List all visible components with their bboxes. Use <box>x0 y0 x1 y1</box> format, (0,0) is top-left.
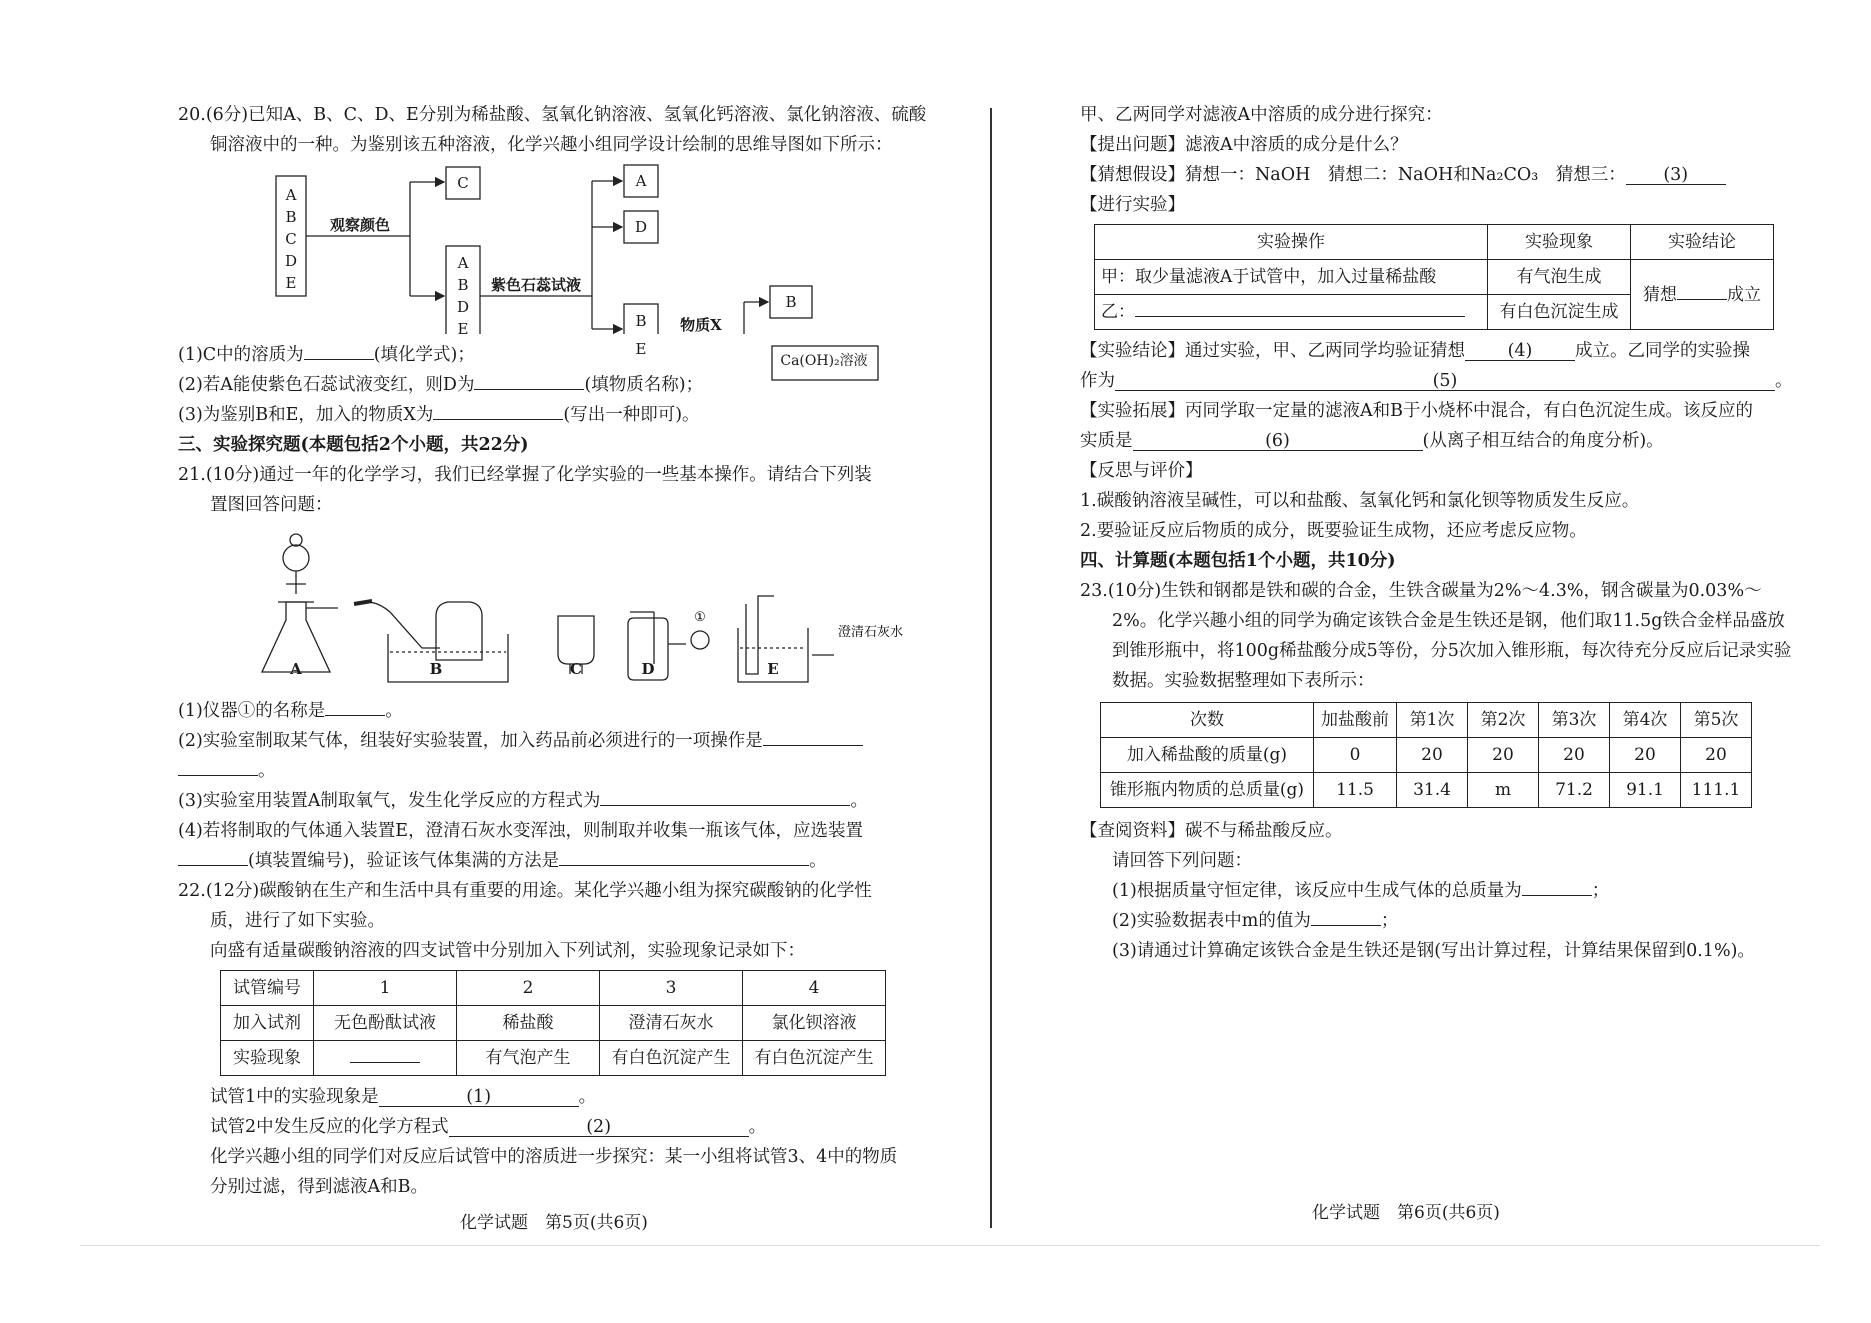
map-box3-b: B <box>635 312 647 330</box>
table-cell: 111.1 <box>1681 773 1752 808</box>
table-cell: 实验现象 <box>221 1041 314 1076</box>
section3-heading: 三、实验探究题(本题包括2个小题，共22分) <box>178 435 529 455</box>
q21-line2: 置图回答问题： <box>210 495 333 515</box>
map-box1-c: C <box>285 230 297 248</box>
r-reflect2: 2.要验证反应后物质的成分，既要验证生成物，还应考虑反应物。 <box>1080 521 1587 541</box>
table-cell: 氯化钡溶液 <box>743 1006 886 1041</box>
data-table <box>1100 702 1752 808</box>
table-cell: 第1次 <box>1397 703 1468 738</box>
map-d: D <box>634 218 648 236</box>
table-cell: 无色酚酞试液 <box>314 1006 457 1041</box>
q23-line4: 数据。实验数据整理如下表所示： <box>1112 671 1375 691</box>
label-c: C <box>570 660 582 678</box>
r-reflect-head: 【反思与评价】 <box>1080 461 1203 481</box>
label-b: B <box>429 660 443 678</box>
table-cell: 11.5 <box>1314 773 1397 808</box>
map-box1-e: E <box>285 274 297 292</box>
table-row <box>221 1041 886 1076</box>
q22-answer2-blank[interactable]: (2) <box>449 1118 749 1137</box>
map-step2: 紫色石蕊试液 <box>490 276 582 294</box>
q22-table <box>220 970 886 1076</box>
table-cell: 锥形瓶内物质的总质量(g) <box>1101 773 1314 808</box>
map-box2-d: D <box>456 298 470 316</box>
q22-after4: 分别过滤，得到滤液A和B。 <box>210 1177 428 1197</box>
q22-line3: 向盛有适量碳酸钠溶液的四支试管中分别加入下列试剂，实验现象记录如下： <box>210 941 805 961</box>
table-cell: 20 <box>1610 738 1681 773</box>
q23-line3: 到锥形瓶中，将100g稀盐酸分成5等份，分5次加入锥形瓶，每次待充分反应后记录实验 <box>1112 641 1792 661</box>
map-box2-a: A <box>457 254 469 272</box>
table-cell: 20 <box>1681 738 1752 773</box>
table-cell: 20 <box>1539 738 1610 773</box>
r-reflect1: 1.碳酸钠溶液呈碱性，可以和盐酸、氢氧化钙和氯化钡等物质发生反应。 <box>1080 491 1640 511</box>
table-cell: m <box>1468 773 1539 808</box>
table-cell: 试管编号 <box>221 971 314 1006</box>
section4-heading: 四、计算题(本题包括1个小题，共10分) <box>1080 551 1396 571</box>
op-blank[interactable] <box>1135 298 1465 317</box>
r-p3: 【猜想假设】猜想一：NaOH 猜想二：NaOH和Na₂CO₃ 猜想三： (3) <box>1080 160 1805 190</box>
table-cell: 有气泡生成 <box>1488 260 1631 295</box>
table-cell: 4 <box>743 971 886 1006</box>
q20-mind-map <box>178 164 938 334</box>
map-caoh: Ca(OH)₂溶液 <box>780 353 868 369</box>
table-cell: 有白色沉淀产生 <box>743 1041 886 1076</box>
table-cell: 91.1 <box>1610 773 1681 808</box>
q20-answer1-blank[interactable] <box>304 341 374 360</box>
r-s2: (2)实验数据表中m的值为 ； <box>1080 906 1805 936</box>
table-cell: 乙： <box>1095 295 1488 330</box>
conclusion-blank[interactable] <box>1677 281 1727 300</box>
table-cell: 有白色沉淀产生 <box>600 1041 743 1076</box>
s2-blank[interactable] <box>1311 907 1381 926</box>
table-cell: 次数 <box>1101 703 1314 738</box>
page-divider <box>990 108 992 1228</box>
q21-answer4b-blank[interactable] <box>559 847 809 866</box>
q20-line1: 20.(6分)已知A、B、C、D、E分别为稀盐酸、氢氧化钠溶液、氢氧化钙溶液、氯化钠溶液、硫酸 <box>178 105 927 125</box>
r-p4: 【进行实验】 <box>1080 195 1185 215</box>
label-a: A <box>290 660 302 678</box>
q22-after1: 试管1中的实验现象是 (1) 。 <box>210 1087 597 1107</box>
r-answer6-blank[interactable]: (6) <box>1133 432 1423 451</box>
label-circle1: ① <box>694 610 706 625</box>
table-row <box>1101 703 1752 738</box>
q22-answer1-blank[interactable]: (1) <box>379 1088 579 1107</box>
table-row <box>1095 260 1774 295</box>
r-c1: 【实验结论】通过实验，甲、乙两同学均验证猜想 (4) 成立。乙同学的实验操 <box>1080 341 1750 361</box>
q21-answer2-blank[interactable] <box>763 727 863 746</box>
q20-sub1: (1)C中的溶质为 (填化学式)； <box>178 340 938 370</box>
table-row <box>1101 773 1752 808</box>
table-cell: 加入稀盐酸的质量(g) <box>1101 738 1314 773</box>
right-footer: 化学试题 第6页(共6页) <box>1312 1203 1500 1223</box>
left-footer: 化学试题 第5页(共6页) <box>460 1213 648 1233</box>
map-b: B <box>785 293 797 311</box>
left-page <box>178 100 938 1202</box>
r-s1: (1)根据质量守恒定律，该反应中生成气体的总质量为 ； <box>1080 876 1805 906</box>
q21-sub2-cont: 。 <box>178 756 938 786</box>
table-cell: 1 <box>314 971 457 1006</box>
table-cell: 甲：取少量滤液A于试管中，加入过量稀盐酸 <box>1095 260 1488 295</box>
table-row <box>221 971 886 1006</box>
map-step3: 物质X <box>680 316 722 334</box>
q20-answer3-blank[interactable] <box>433 401 563 420</box>
table-cell: 20 <box>1397 738 1468 773</box>
label-d: D <box>641 660 655 678</box>
q22-after2: 试管2中发生反应的化学方程式 (2) 。 <box>210 1117 767 1137</box>
q21-sub4-cont: (填装置编号)，验证该气体集满的方法是 。 <box>178 846 938 876</box>
q21-answer1-blank[interactable] <box>325 697 385 716</box>
q21-sub3: (3)实验室用装置A制取氧气，发生化学反应的方程式为 。 <box>178 786 938 816</box>
table-cell: 加入试剂 <box>221 1006 314 1041</box>
table-cell: 71.2 <box>1539 773 1610 808</box>
q21-sub2: (2)实验室制取某气体，组装好实验装置，加入药品前必须进行的一项操作是 <box>178 726 938 756</box>
table-cell: 31.4 <box>1397 773 1468 808</box>
map-step1: 观察颜色 <box>329 216 391 234</box>
r-answer5-blank[interactable]: (5) <box>1115 372 1775 391</box>
r-s3: (3)请通过计算确定该铁合金是生铁还是钢(写出计算过程，计算结果保留到0.1%)。 <box>1112 941 1755 961</box>
r-c2: 作为 (5) 。 <box>1080 371 1793 391</box>
table-head: 实验结论 <box>1631 225 1774 260</box>
label-limewater: 澄清石灰水 <box>838 625 904 640</box>
q20-line2: 铜溶液中的一种。为鉴别该五种溶液，化学兴趣小组同学设计绘制的思维导图如下所示： <box>210 135 893 155</box>
table-head: 实验操作 <box>1095 225 1488 260</box>
q23-line1: 23.(10分)生铁和钢都是铁和碳的合金，生铁含碳量为2%～4.3%，钢含碳量为0.03%～ <box>1080 581 1762 601</box>
map-box2-e: E <box>457 320 469 338</box>
r-answer4-blank[interactable]: (4) <box>1465 342 1575 361</box>
table-cell: 3 <box>600 971 743 1006</box>
r-answer3-blank[interactable]: (3) <box>1626 166 1726 185</box>
r-ask: 请回答下列问题： <box>1112 851 1252 871</box>
q21-apparatus-figure <box>178 524 938 694</box>
table-cell: 有气泡产生 <box>457 1041 600 1076</box>
table-cell: 第5次 <box>1681 703 1752 738</box>
q22-line1: 22.(12分)碳酸钠在生产和生活中具有重要的用途。某化学兴趣小组为探究碳酸钠的化学性 <box>178 881 872 901</box>
map-c: C <box>457 174 469 192</box>
map-box1-d: D <box>284 252 298 270</box>
map-box3-e: E <box>635 340 647 358</box>
experiment-table <box>1094 224 1774 330</box>
map-a: A <box>635 172 647 190</box>
r-p2: 【提出问题】滤液A中溶质的成分是什么？ <box>1080 135 1408 155</box>
table-cell: 猜想 成立 <box>1631 260 1774 330</box>
q22-after3: 化学兴趣小组的同学们对反应后试管中的溶质进一步探究：某一小组将试管3、4中的物质 <box>210 1147 898 1167</box>
table-cell: 有白色沉淀生成 <box>1488 295 1631 330</box>
q21-line1: 21.(10分)通过一年的化学学习，我们已经掌握了化学实验的一些基本操作。请结合下列装 <box>178 465 872 485</box>
q21-answer3-blank[interactable] <box>600 787 850 806</box>
q21-answer2-blank-cont[interactable] <box>178 757 258 776</box>
q20-sub3: (3)为鉴别B和E，加入的物质X为 (写出一种即可)。 <box>178 400 938 430</box>
q21-sub4: (4)若将制取的气体通入装置E，澄清石灰水变浑浊，则制取并收集一瓶该气体，应选装置 <box>178 821 864 841</box>
table-cell: 稀盐酸 <box>457 1006 600 1041</box>
table-cell-blank[interactable] <box>314 1041 457 1076</box>
table-row <box>221 1006 886 1041</box>
map-caoh-box <box>770 344 880 384</box>
q21-sub1: (1)仪器①的名称是 。 <box>178 696 938 726</box>
table-row <box>1101 738 1752 773</box>
table-row <box>1095 225 1774 260</box>
table-cell: 0 <box>1314 738 1397 773</box>
table-cell: 加盐酸前 <box>1314 703 1397 738</box>
s1-blank[interactable] <box>1522 877 1592 896</box>
map-box1-b: B <box>285 208 297 226</box>
r-e2: 实质是 (6) (从离子相互结合的角度分析)。 <box>1080 431 1664 451</box>
q20-sub2: (2)若A能使紫色石蕊试液变红，则D为 (填物质名称)； <box>178 370 938 400</box>
r-e1: 【实验拓展】丙同学取一定量的滤液A和B于小烧杯中混合，有白色沉淀生成。该反应的 <box>1080 401 1753 421</box>
table-cell: 第3次 <box>1539 703 1610 738</box>
table-cell: 第4次 <box>1610 703 1681 738</box>
table-cell: 20 <box>1468 738 1539 773</box>
table-head: 实验现象 <box>1488 225 1631 260</box>
right-page <box>1080 100 1805 966</box>
q23-line2: 2%。化学兴趣小组的同学为确定该铁合金是生铁还是钢，他们取11.5g铁合金样品盛放 <box>1112 611 1785 631</box>
r-p1: 甲、乙两同学对滤液A中溶质的成分进行探究： <box>1080 105 1443 125</box>
q21-answer4a-blank[interactable] <box>178 847 248 866</box>
table-cell: 第2次 <box>1468 703 1539 738</box>
label-e: E <box>767 660 779 678</box>
table-cell: 2 <box>457 971 600 1006</box>
q22-line2: 质，进行了如下实验。 <box>210 911 385 931</box>
r-ref: 【查阅资料】碳不与稀盐酸反应。 <box>1080 821 1343 841</box>
q20-answer2-blank[interactable] <box>474 371 584 390</box>
table-cell: 澄清石灰水 <box>600 1006 743 1041</box>
bottom-rule <box>80 1245 1820 1246</box>
map-box2-b: B <box>457 276 469 294</box>
map-box1-a: A <box>285 186 297 204</box>
